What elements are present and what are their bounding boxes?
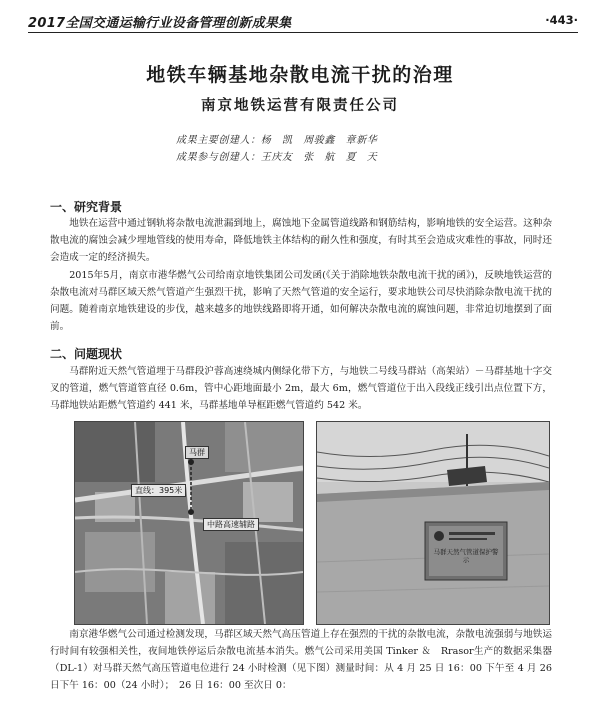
- warning-sign-text: 马群天然气管道保护警示: [433, 548, 499, 564]
- running-head: [28, 10, 578, 33]
- participating-creators: 成果参与创建人：王庆友 张 航 夏 天: [176, 152, 378, 163]
- paragraph-status-2: 南京港华燃气公司通过检测发现，马群区域天然气高压管道上存在强烈的干扰的杂散电流，杂散电流强弱与地铁运行时间有较强相关性，夜间地铁停运后杂散电流基本消失。燃气公司采用美国 Tinker ＆ Rrasor生产的数据采集器（DL-1）对马群天然气高压管道电位进行 24 小时检测（见下图）测量时间：从 4 月 25 日 16：00 下午至 4 月 26 日下午 16：00（24 小时）； 26 日 16：00 至次日 0：: [50, 629, 552, 691]
- satellite-map-figure: [74, 421, 304, 625]
- paragraph-status-1: 马群附近天然气管道埋于马群段沪蓉高速绕城内侧绿化带下方，与地铁二号线马群站（高架站）－马群基地十字交叉的管道，燃气管道管直径 0.6m，管中心距地面最小 2m，最大 6m，燃气管道位于出入段线正线引出点位置下方，马群地铁站距燃气管道约 441 米，马群基地单导框距燃气管道约 542 米。: [50, 366, 552, 411]
- paragraph-background-2: 2015年5月，南京市港华燃气公司给南京地铁集团公司发函(《关于消除地铁杂散电流干扰的函》)，反映地铁运营的杂散电流对马群区域天然气管道产生强烈干扰，影响了天然气管道的安全运行，要求地铁公司尽快消除杂散电流干扰的问题。随着南京地铁建设的步伐，越来越多的地铁线路即将开通，如何解决杂散电流的腐蚀问题，非常迫切地摆到了面前。: [50, 270, 552, 332]
- paragraph-background-1: 地铁在运营中通过钢轨将杂散电流泄漏到地上，腐蚀地下金属管道线路和钢筋结构，影响地铁的安全运营。这种杂散电流的腐蚀会减少埋地管线的使用寿命，降低地铁主体结构的耐久性和强度，有时其至会造成灾难性的事故，同时还会造成一定的经济损失。: [50, 218, 552, 263]
- site-photo: [317, 422, 549, 624]
- main-creators: 成果主要创建人：杨 凯 周骏鑫 章新华: [176, 135, 378, 146]
- page-number: ·443·: [545, 13, 578, 27]
- map-station-label: 马群: [185, 446, 209, 459]
- running-head-title: 2017全国交通运输行业设备管理创新成果集: [28, 16, 292, 31]
- section-heading-status: 二、问题现状: [50, 347, 123, 361]
- map-distance-label: 直线：395米: [131, 484, 186, 497]
- map-road-label: 中路高速辅路: [203, 518, 259, 531]
- section-heading-background: 一、研究背景: [50, 200, 123, 214]
- organization-name: 南京地铁运营有限责任公司: [201, 98, 399, 114]
- site-photo-figure: [316, 421, 550, 625]
- article-title: 地铁车辆基地杂散电流干扰的治理: [146, 64, 454, 86]
